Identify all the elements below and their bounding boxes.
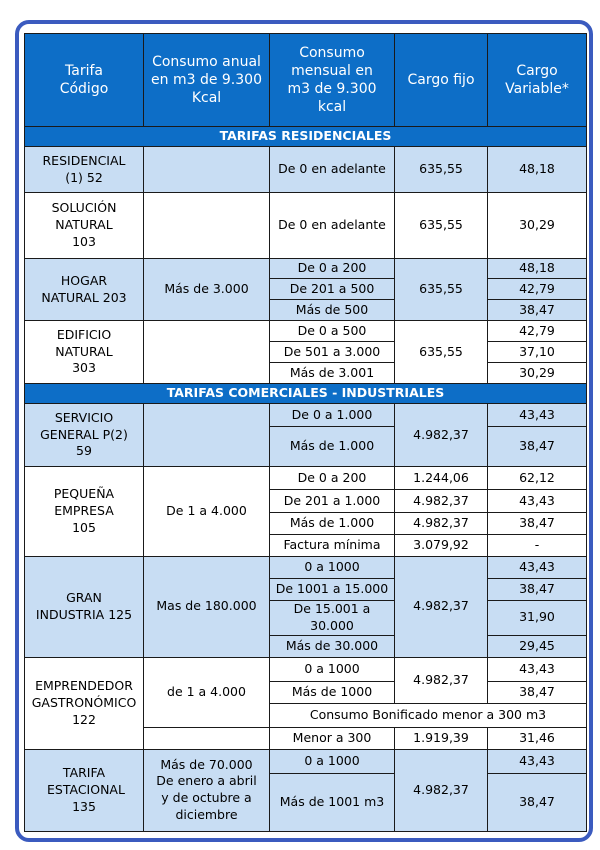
monthly-range: 0 a 1000 bbox=[270, 749, 395, 773]
monthly-range: Más de 1.000 bbox=[270, 513, 395, 535]
variable-charge: 37,10 bbox=[488, 342, 587, 363]
annual-consumption: Mas de 180.000 bbox=[144, 557, 270, 658]
header-consumo-mensual: Consumo mensual en m3 de 9.300 kcal bbox=[270, 34, 395, 127]
header-row bbox=[25, 34, 587, 127]
tariff-name: HOGAR NATURAL 203 bbox=[25, 259, 144, 321]
variable-charge: 42,79 bbox=[488, 279, 587, 300]
annual-consumption: Más de 70.000 De enero a abril y de octubre a diciembre bbox=[144, 749, 270, 831]
variable-charge: 31,90 bbox=[488, 601, 587, 636]
annual-consumption bbox=[144, 404, 270, 467]
table-row bbox=[25, 657, 587, 681]
monthly-range: De 201 a 500 bbox=[270, 279, 395, 300]
annual-consumption bbox=[144, 147, 270, 193]
section-residenciales: TARIFAS RESIDENCIALES bbox=[25, 127, 587, 147]
monthly-range: Menor a 300 bbox=[270, 727, 395, 749]
variable-charge: - bbox=[488, 535, 587, 557]
table-row bbox=[25, 404, 587, 427]
tariff-name: SERVICIO GENERAL P(2) 59 bbox=[25, 404, 144, 467]
annual-consumption: Más de 3.000 bbox=[144, 259, 270, 321]
tariff-name: EDIFICIO NATURAL 303 bbox=[25, 321, 144, 384]
monthly-range: Más de 1000 bbox=[270, 681, 395, 703]
monthly-range: Más de 30.000 bbox=[270, 635, 395, 657]
fixed-charge: 4.982,37 bbox=[395, 513, 488, 535]
fixed-charge: 635,55 bbox=[395, 321, 488, 384]
table-row bbox=[25, 321, 587, 342]
header-cargo-variable: Cargo Variable* bbox=[488, 34, 587, 127]
variable-charge: 38,47 bbox=[488, 513, 587, 535]
monthly-range: Más de 1.000 bbox=[270, 427, 395, 467]
header-tarifa-codigo: Tarifa Código bbox=[25, 34, 144, 127]
annual-consumption bbox=[144, 321, 270, 384]
fixed-charge: 635,55 bbox=[395, 259, 488, 321]
monthly-range: De 201 a 1.000 bbox=[270, 490, 395, 513]
monthly-range: De 501 a 3.000 bbox=[270, 342, 395, 363]
variable-charge: 42,79 bbox=[488, 321, 587, 342]
table-row bbox=[25, 557, 587, 579]
monthly-range: De 0 a 200 bbox=[270, 259, 395, 279]
fixed-charge: 4.982,37 bbox=[395, 404, 488, 467]
tariff-name: PEQUEÑA EMPRESA 105 bbox=[25, 467, 144, 557]
variable-charge: 48,18 bbox=[488, 259, 587, 279]
fixed-charge: 635,55 bbox=[395, 193, 488, 259]
variable-charge: 30,29 bbox=[488, 363, 587, 384]
tariff-name: TARIFA ESTACIONAL 135 bbox=[25, 749, 144, 831]
tariff-name: SOLUCIÓN NATURAL 103 bbox=[25, 193, 144, 259]
variable-charge: 43,43 bbox=[488, 490, 587, 513]
header-consumo-anual: Consumo anual en m3 de 9.300 Kcal bbox=[144, 34, 270, 127]
fixed-charge: 3.079,92 bbox=[395, 535, 488, 557]
variable-charge: 38,47 bbox=[488, 427, 587, 467]
variable-charge: 38,47 bbox=[488, 579, 587, 601]
annual-consumption bbox=[144, 727, 270, 749]
table-row bbox=[25, 193, 587, 259]
variable-charge: 43,43 bbox=[488, 557, 587, 579]
fixed-charge: 4.982,37 bbox=[395, 749, 488, 831]
table-row bbox=[25, 259, 587, 279]
variable-charge: 38,47 bbox=[488, 773, 587, 831]
variable-charge: 31,46 bbox=[488, 727, 587, 749]
variable-charge: 38,47 bbox=[488, 681, 587, 703]
fixed-charge: 4.982,37 bbox=[395, 657, 488, 703]
variable-charge: 43,43 bbox=[488, 404, 587, 427]
monthly-range: Más de 500 bbox=[270, 300, 395, 321]
variable-charge: 62,12 bbox=[488, 467, 587, 490]
monthly-range: De 0 a 200 bbox=[270, 467, 395, 490]
fixed-charge: 4.982,37 bbox=[395, 490, 488, 513]
annual-consumption: De 1 a 4.000 bbox=[144, 467, 270, 557]
variable-charge: 43,43 bbox=[488, 657, 587, 681]
monthly-range: Más de 1001 m3 bbox=[270, 773, 395, 831]
annual-consumption: de 1 a 4.000 bbox=[144, 657, 270, 727]
header-cargo-fijo: Cargo fijo bbox=[395, 34, 488, 127]
tariff-table bbox=[24, 33, 587, 832]
monthly-range: 0 a 1000 bbox=[270, 657, 395, 681]
fixed-charge: 1.244,06 bbox=[395, 467, 488, 490]
table-row bbox=[25, 147, 587, 193]
monthly-range: De 15.001 a 30.000 bbox=[270, 601, 395, 636]
table-row bbox=[25, 749, 587, 773]
variable-charge: 38,47 bbox=[488, 300, 587, 321]
monthly-range: 0 a 1000 bbox=[270, 557, 395, 579]
monthly-range: Más de 3.001 bbox=[270, 363, 395, 384]
bonus-note: Consumo Bonificado menor a 300 m3 bbox=[270, 703, 587, 727]
annual-consumption bbox=[144, 193, 270, 259]
variable-charge: 43,43 bbox=[488, 749, 587, 773]
monthly-range: De 0 a 500 bbox=[270, 321, 395, 342]
fixed-charge: 4.982,37 bbox=[395, 557, 488, 658]
tariff-name: EMPRENDEDOR GASTRONÓMICO 122 bbox=[25, 657, 144, 749]
variable-charge: 29,45 bbox=[488, 635, 587, 657]
variable-charge: 48,18 bbox=[488, 147, 587, 193]
monthly-range: De 0 a 1.000 bbox=[270, 404, 395, 427]
monthly-range: De 0 en adelante bbox=[270, 147, 395, 193]
monthly-range: De 0 en adelante bbox=[270, 193, 395, 259]
fixed-charge: 1.919,39 bbox=[395, 727, 488, 749]
table-row bbox=[25, 467, 587, 490]
variable-charge: 30,29 bbox=[488, 193, 587, 259]
section-comerciales-industriales: TARIFAS COMERCIALES - INDUSTRIALES bbox=[25, 384, 587, 404]
tariff-name: RESIDENCIAL (1) 52 bbox=[25, 147, 144, 193]
monthly-range: Factura mínima bbox=[270, 535, 395, 557]
tariff-name: GRAN INDUSTRIA 125 bbox=[25, 557, 144, 658]
fixed-charge: 635,55 bbox=[395, 147, 488, 193]
monthly-range: De 1001 a 15.000 bbox=[270, 579, 395, 601]
